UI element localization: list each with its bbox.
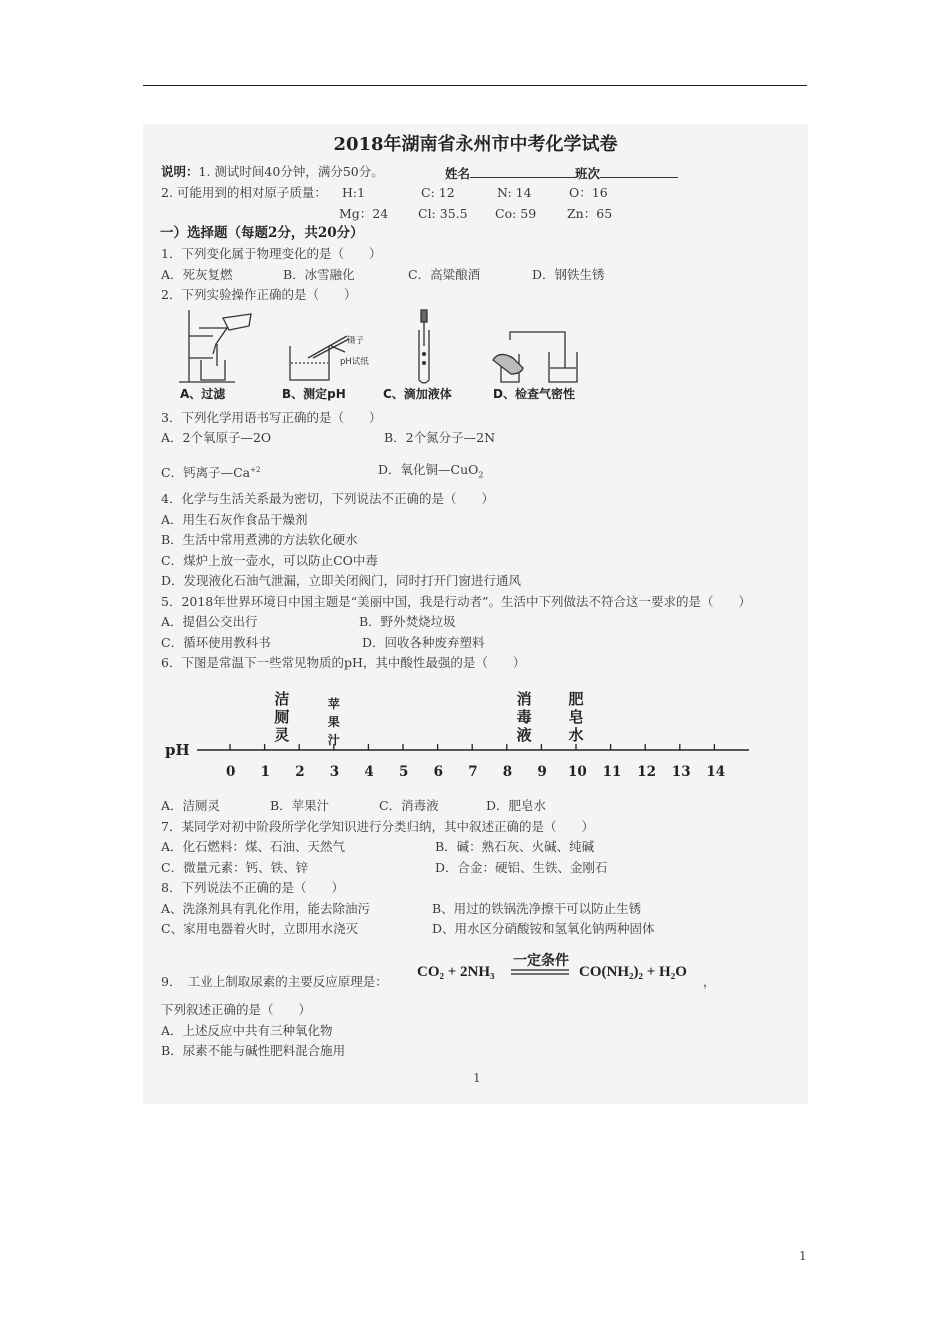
q1-option-d: D．钢铁生锈 (532, 267, 605, 282)
q9-eq-condition: 一定条件 (513, 954, 569, 969)
exam-title: 2018年湖南省永州市中考化学试卷 (333, 134, 618, 155)
ph-axis-label: pH (165, 741, 190, 759)
ph-tick-label: 4 (364, 764, 374, 780)
q7-option-b: B．碱：熟石灰、火碱、纯碱 (435, 839, 595, 854)
q1-stem: 1．下列变化属于物理变化的是（ ） (161, 246, 382, 261)
ph-paper-label: pH试纸 (340, 357, 369, 367)
header-rule (143, 85, 807, 86)
q9-option-b: B．尿素不能与碱性肥料混合施用 (161, 1043, 346, 1058)
mass-h: H:1 (342, 185, 366, 200)
q4-option-c: C．煤炉上放一壶水，可以防止CO中毒 (161, 553, 378, 568)
q8-option-a: A、洗涤剂具有乳化作用，能去除油污 (161, 901, 371, 916)
mass-cl: Cl: 35.5 (418, 206, 468, 221)
q5-option-c: C．循环使用教科书 (161, 635, 271, 650)
mass-prefix: 2. 可能用到的相对原子质量： (161, 185, 327, 200)
inner-page-number: 1 (473, 1071, 481, 1085)
q2-caption-d: D、检查气密性 (493, 387, 575, 401)
q9-stem: 9． 工业上制取尿素的主要反应原理是： (161, 974, 388, 989)
q8-stem: 8．下列说法不正确的是（ ） (161, 880, 344, 895)
q3-stem: 3．下列化学用语书写正确的是（ ） (161, 410, 382, 425)
q6-option-b: B．苹果汁 (270, 798, 330, 813)
ph-tick-label: 6 (433, 764, 443, 780)
exam-sheet (143, 124, 808, 1104)
filtration-figure (179, 310, 251, 382)
ph-tick-label: 2 (295, 764, 305, 780)
q8-option-c: C、家用电器着火时，立即用水浇灭 (161, 921, 359, 936)
ph-substance-label: 苹 果 汁 (327, 697, 340, 747)
mass-o: O：16 (569, 185, 608, 200)
q6-stem: 6．下图是常温下一些常见物质的pH，其中酸性最强的是（ ） (161, 655, 526, 670)
ph-tick-label: 3 (329, 764, 340, 780)
q5-stem: 5．2018年世界环境日中国主题是“美丽中国，我是行动者”。生活中下列做法不符合这一要求的是（ ） (161, 594, 752, 609)
q7-option-d: D．合金：硬铝、生铁、金刚石 (435, 860, 608, 875)
mass-mg: Mg：24 (339, 206, 389, 221)
q4-option-b: B．生活中常用煮沸的方法软化硬水 (161, 532, 358, 547)
q4-stem: 4．化学与生活关系最为密切，下列说法不正确的是（ ） (161, 491, 494, 506)
q7-option-a: A．化石燃料：煤、石油、天然气 (161, 839, 346, 854)
q1-option-c: C．高粱酿酒 (408, 267, 481, 282)
q9-option-a: A．上述反应中共有三种氧化物 (161, 1023, 333, 1038)
q6-option-c: C．消毒液 (379, 798, 439, 813)
ph-tick-label: 7 (468, 764, 478, 780)
ph-tick-label: 8 (502, 764, 513, 780)
name-label: 姓名 (445, 166, 471, 181)
q8-option-b: B、用过的铁锅洗净擦干可以防止生锈 (432, 901, 642, 916)
airtightness-figure (493, 332, 577, 382)
q2-stem: 2．下列实验操作正确的是（ ） (161, 287, 357, 302)
q4-option-d: D．发现液化石油气泄漏，立即关闭阀门，同时打开门窗进行通风 (161, 573, 522, 588)
instructions-line (161, 164, 384, 180)
ph-axis (193, 740, 753, 760)
ph-substance-label: 肥 皂 水 (568, 690, 584, 744)
q7-option-c: C．微量元素：钙、铁、锌 (161, 860, 309, 875)
ph-tick-label: 0 (226, 764, 236, 780)
q2-caption-a: A、过滤 (180, 387, 226, 401)
mass-c: C: 12 (421, 185, 455, 200)
q6-option-d: D．肥皂水 (486, 798, 547, 813)
note-text: 1. 测试时间40分钟，满分50分。 (198, 164, 384, 179)
q5-option-d: D．回收各种废弃塑料 (362, 635, 485, 650)
ph-tick-label: 11 (602, 764, 622, 780)
q3-option-b: B．2个氮分子—2N (384, 430, 496, 445)
q2-apparatus-figures (173, 308, 613, 388)
ph-tick-label: 12 (637, 764, 656, 780)
dropper-figure (419, 310, 429, 383)
q6-option-a: A．洁厕灵 (161, 798, 221, 813)
ph-substance-label: 洁 厕 灵 (274, 690, 290, 744)
q5-option-b: B．野外焚烧垃圾 (359, 614, 456, 629)
q3-option-c: C．钙离子$—Ca^{+2}$ (161, 465, 261, 481)
q9-eq-right: CO(NH₂)₂ + H₂O (579, 964, 687, 980)
q9-line2: 下列叙述正确的是（ ） (161, 1002, 312, 1017)
ph-tick-label: 13 (671, 764, 691, 780)
q9-eq-arrow (509, 968, 571, 976)
note-label: 说明： (161, 164, 199, 179)
q2-caption-c: C、滴加液体 (383, 387, 452, 401)
q8-option-d: D、用水区分硝酸铵和氢氧化钠两种固体 (432, 921, 655, 936)
tweezers-label: 镊子 (347, 336, 365, 346)
q1-option-b: B．冰雪融化 (283, 267, 355, 282)
q3-option-a: A．2个氧原子—2O (161, 430, 272, 445)
ph-tick-label: 10 (568, 764, 587, 780)
mass-n: N: 14 (497, 185, 532, 200)
ph-tick-label: 1 (260, 764, 270, 780)
ph-substance-label: 消 毒 液 (516, 690, 532, 744)
class-label: 班次 (575, 166, 601, 181)
q5-option-a: A．提倡公交出行 (161, 614, 258, 629)
name-field (445, 164, 678, 182)
section-heading: 一）选择题（每题2分，共20分） (160, 225, 364, 241)
q4-option-a: A．用生石灰作食品干燥剂 (161, 512, 308, 527)
q2-caption-b: B、测定pH (282, 387, 346, 401)
q1-option-a: A．死灰复燃 (161, 267, 233, 282)
ph-tick-label: 9 (537, 764, 547, 780)
q7-stem: 7．某同学对初中阶段所学化学知识进行分类归纳，其中叙述正确的是（ ） (161, 819, 594, 834)
mass-zn: Zn：65 (567, 206, 613, 221)
mass-co: Co: 59 (495, 206, 537, 221)
page-number: 1 (799, 1249, 807, 1263)
q3-option-d: D．氧化铜—CuO$_2$ (378, 462, 484, 480)
ph-tick-label: 14 (706, 764, 726, 780)
q9-eq-end: ， (703, 974, 716, 989)
ph-tick-label: 5 (399, 764, 409, 780)
q9-eq-left: CO₂ + 2NH₃ (417, 964, 495, 980)
